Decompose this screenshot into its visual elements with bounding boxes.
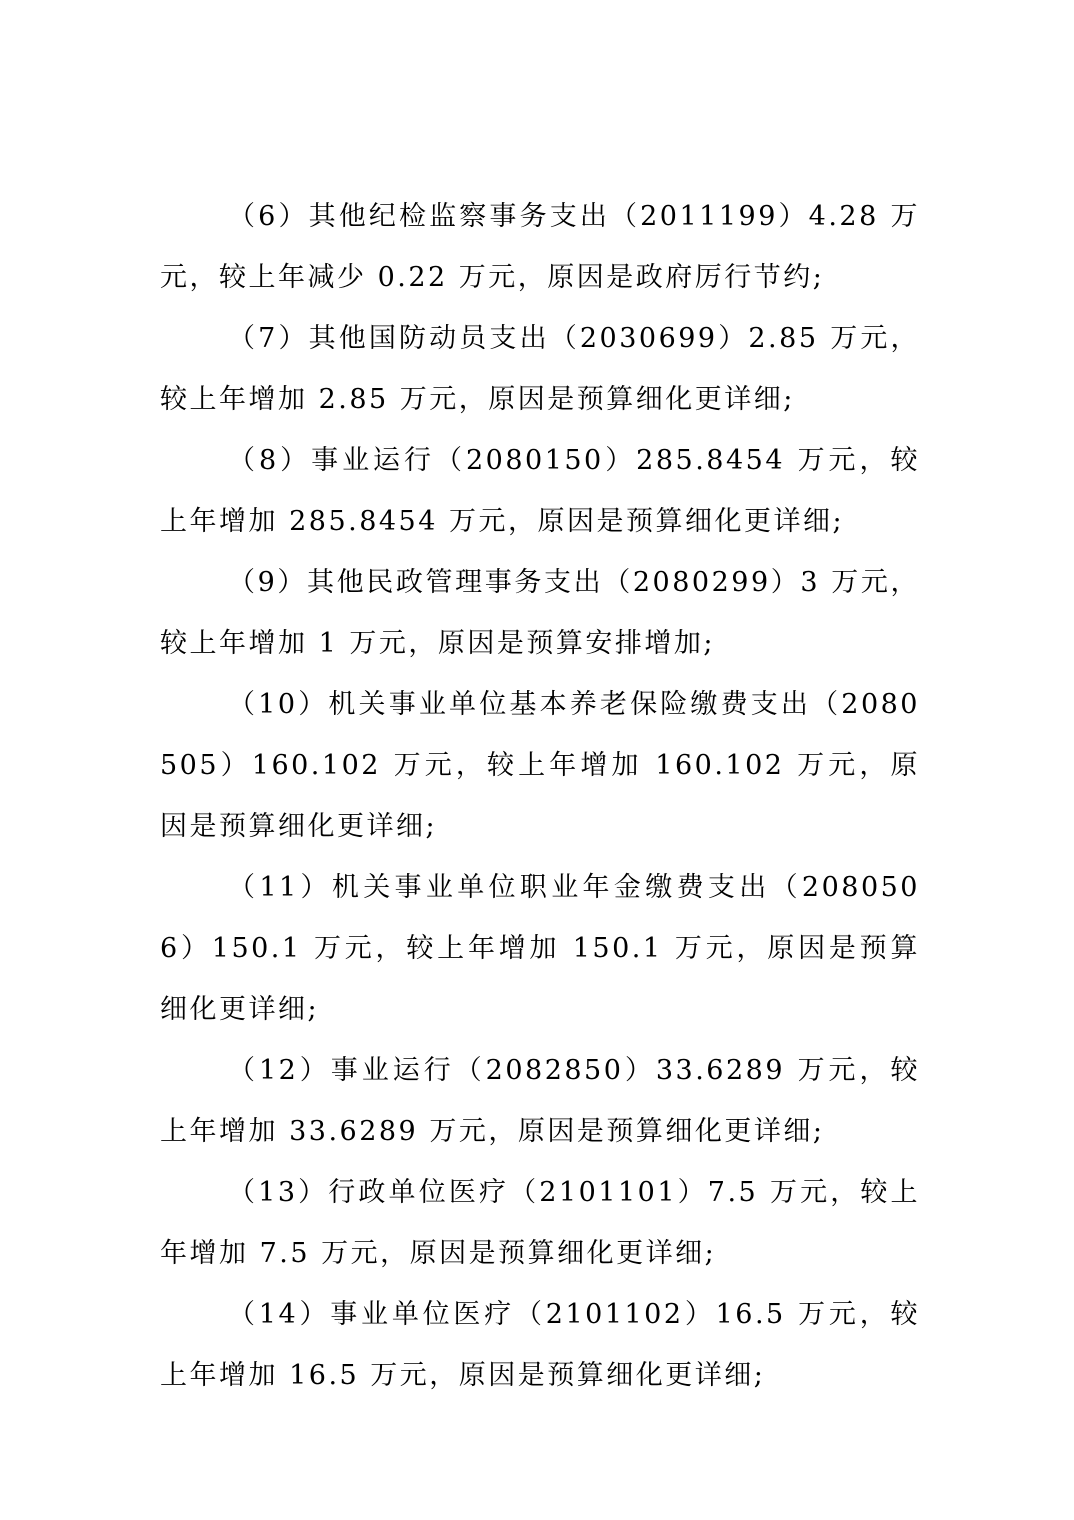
paragraph-item-8: （8）事业运行（2080150）285.8454 万元，较上年增加 285.8454 万元，原因是预算细化更详细; <box>160 445 920 537</box>
paragraph-item-6: （6）其他纪检监察事务支出（2011199）4.28 万元，较上年减少 0.22 万元，原因是政府厉行节约; <box>160 201 920 293</box>
document-body <box>160 186 920 1406</box>
paragraph-item-13: （13）行政单位医疗（2101101）7.5 万元，较上年增加 7.5 万元，原因是预算细化更详细; <box>160 1177 920 1269</box>
paragraph-item-7: （7）其他国防动员支出（2030699）2.85 万元，较上年增加 2.85 万元，原因是预算细化更详细; <box>160 323 920 415</box>
paragraph-item-11: （11）机关事业单位职业年金缴费支出（2080506）150.1 万元，较上年增加 150.1 万元，原因是预算细化更详细; <box>160 872 920 1025</box>
paragraph-item-14: （14）事业单位医疗（2101102）16.5 万元，较上年增加 16.5 万元，原因是预算细化更详细; <box>160 1299 920 1391</box>
paragraph-item-12: （12）事业运行（2082850）33.6289 万元，较上年增加 33.6289 万元，原因是预算细化更详细; <box>160 1055 920 1147</box>
paragraph-item-9: （9）其他民政管理事务支出（2080299）3 万元，较上年增加 1 万元，原因是预算安排增加; <box>160 567 920 659</box>
paragraph-item-10: （10）机关事业单位基本养老保险缴费支出（2080505）160.102 万元，较上年增加 160.102 万元，原因是预算细化更详细; <box>160 689 920 842</box>
